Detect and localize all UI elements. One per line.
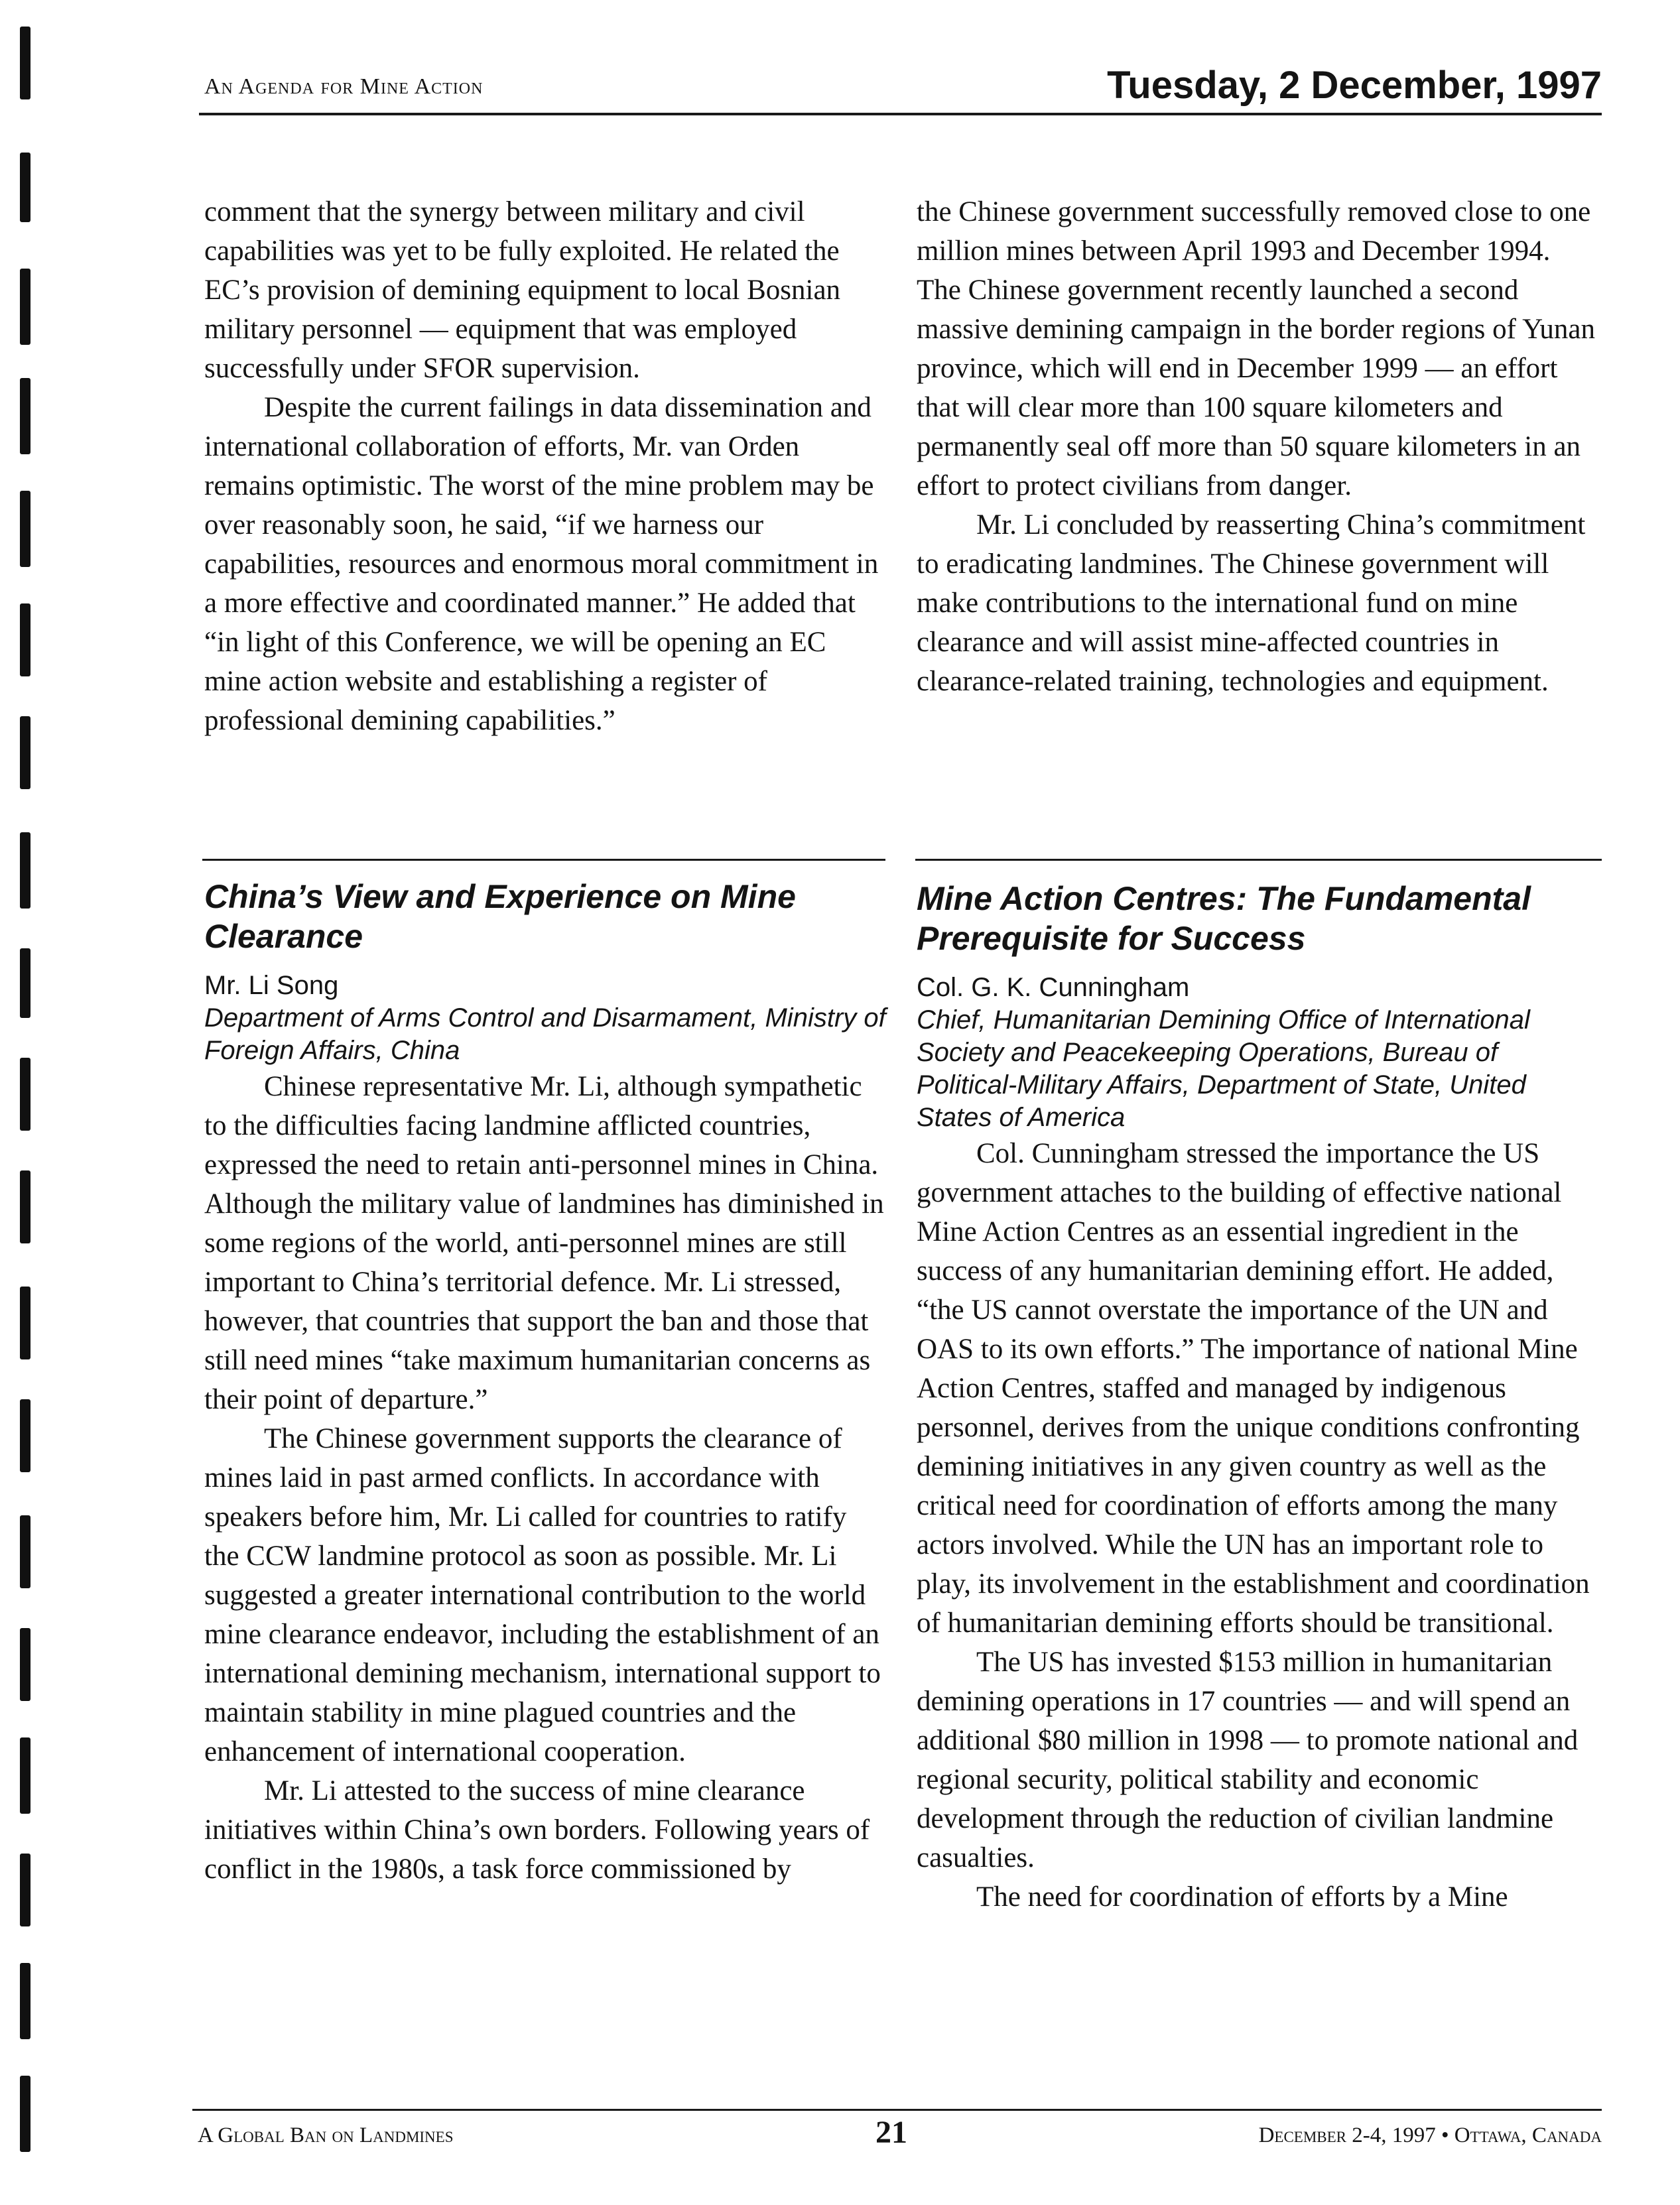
publication-title: A Global Ban on Landmines — [198, 2123, 454, 2147]
binder-hole-mark — [20, 1628, 31, 1701]
running-header — [192, 64, 1602, 117]
article-mine-action-centres — [917, 879, 1600, 1917]
binder-hole-mark — [20, 2076, 31, 2152]
footer-rule — [192, 2109, 1602, 2111]
binder-hole-mark — [20, 716, 31, 789]
body-paragraph: The Chinese government supports the clearance of mines laid in past armed conflicts. In accordance with speakers before him, Mr. Li called for countries to ratify the CCW landmine protocol as soon as possible. Mr. Li suggested a greater international contribution to the world mine clearance endeavor, including the establishment of an international demining mechanism, international support to maintain stability in mine plagued countries and the enhancement of international cooperation. — [204, 1423, 881, 1767]
page-number: 21 — [875, 2115, 907, 2150]
binder-hole-mark — [20, 948, 31, 1018]
binder-hole-mark — [20, 378, 31, 454]
event-dateline: December 2-4, 1997 • Ottawa, Canada — [1258, 2123, 1602, 2147]
binder-hole-mark — [20, 1515, 31, 1588]
continued-text-left — [204, 192, 887, 740]
binder-hole-mark — [20, 153, 31, 222]
header-rule — [199, 113, 1602, 115]
body-paragraph: The US has invested $153 million in humanitarian demining operations in 17 countries — and will spend an additional $80 million in 1998 — to promote national and regional security, political stability and economic development through the reduction of civilian landmine casualties. — [917, 1647, 1579, 1873]
body-paragraph: the Chinese government successfully removed close to one million mines between April 1993 and December 1994. The Chinese government recently launched a second massive demining campaign in the border regions of Yunan province, which will end in December 1999 — an effort that will clear more than 100 square kilometers and permanently seal off more than 50 square kilometers in an effort to protect civilians from danger. — [917, 196, 1595, 501]
body-paragraph: comment that the synergy between military and civil capabilities was yet to be fully exploited. He related the EC’s provision of demining equipment to local Bosnian military personnel — equipment that was employed successfully under SFOR supervision. — [204, 196, 841, 384]
article-affiliation: Chief, Humanitarian Demining Office of International Society and Peacekeeping Operations, Bureau of Political-Military Affairs, Department of State, United States of America — [917, 1005, 1530, 1132]
continued-text-right — [917, 192, 1600, 701]
section-rule-right — [915, 859, 1602, 861]
binder-hole-mark — [20, 1854, 31, 1926]
article-title: Mine Action Centres: The Fundamental Prerequisite for Success — [917, 880, 1531, 957]
binder-hole-mark — [20, 27, 31, 99]
running-footer — [192, 2114, 1602, 2161]
binder-hole-mark — [20, 1287, 31, 1359]
article-author: Mr. Li Song — [204, 971, 339, 1000]
binder-hole-mark — [20, 1170, 31, 1243]
article-title: China’s View and Experience on Mine Clearance — [204, 878, 796, 955]
binder-hole-mark — [20, 1963, 31, 2039]
article-affiliation: Department of Arms Control and Disarmament, Ministry of Foreign Affairs, China — [204, 1003, 886, 1065]
body-paragraph: Col. Cunningham stressed the importance the US government attaches to the building of effective national Mine Action Centres as an essential ingredient in the success of any humanitarian demining effort. He added, “the US cannot overstate the importance of the UN and OAS to its own efforts.” The importance of national Mine Action Centres, staffed and managed by indigenous personnel, derives from the unique conditions confronting demining initiatives in any given country as well as the critical need for coordination of efforts among the many actors involved. While the UN has an important role to play, its involvement in the establishment and coordination of humanitarian demining efforts should be transitional. — [917, 1138, 1590, 1639]
body-paragraph: Despite the current failings in data dissemination and international collaboration of efforts, Mr. van Orden remains optimistic. The worst of the mine problem may be over reasonably soon, he said, “if we harness our capabilities, resources and enormous moral commitment in a more effective and coordinated manner.” He added that “in light of this Conference, we will be opening an EC mine action website and establishing a register of professional demining capabilities.” — [204, 392, 879, 736]
section-rule-left — [202, 859, 885, 861]
binder-hole-mark — [20, 603, 31, 676]
article-china — [204, 877, 887, 1889]
binder-hole-mark — [20, 832, 31, 909]
body-paragraph: Mr. Li attested to the success of mine clearance initiatives within China’s own borders. Following years of conflict in the 1980s, a task force commissioned by — [204, 1775, 870, 1885]
binder-hole-mark — [20, 491, 31, 567]
body-paragraph: Mr. Li concluded by reasserting China’s commitment to eradicating landmines. The Chinese government will make contributions to the international fund on mine clearance and will assist mine-affected countries in clearance-related training, technologies and equipment. — [917, 509, 1586, 697]
running-title: An Agenda for Mine Action — [204, 74, 484, 99]
body-paragraph: The need for coordination of efforts by a Mine — [976, 1881, 1508, 1913]
binder-hole-mark — [20, 1737, 31, 1814]
issue-date: Tuesday, 2 December, 1997 — [1107, 64, 1602, 107]
binder-hole-mark — [20, 1058, 31, 1131]
article-author: Col. G. K. Cunningham — [917, 973, 1190, 1002]
binder-hole-mark — [20, 269, 31, 345]
binder-hole-mark — [20, 1399, 31, 1472]
body-paragraph: Chinese representative Mr. Li, although sympathetic to the difficulties facing landmine afflicted countries, expressed the need to retain anti-personnel mines in China. Although the military value of landmines has diminished in some regions of the world, anti-personnel mines are still important to China’s territorial defence. Mr. Li stressed, however, that countries that support the ban and those that still need mines “take maximum humanitarian concerns as their point of departure.” — [204, 1071, 884, 1415]
